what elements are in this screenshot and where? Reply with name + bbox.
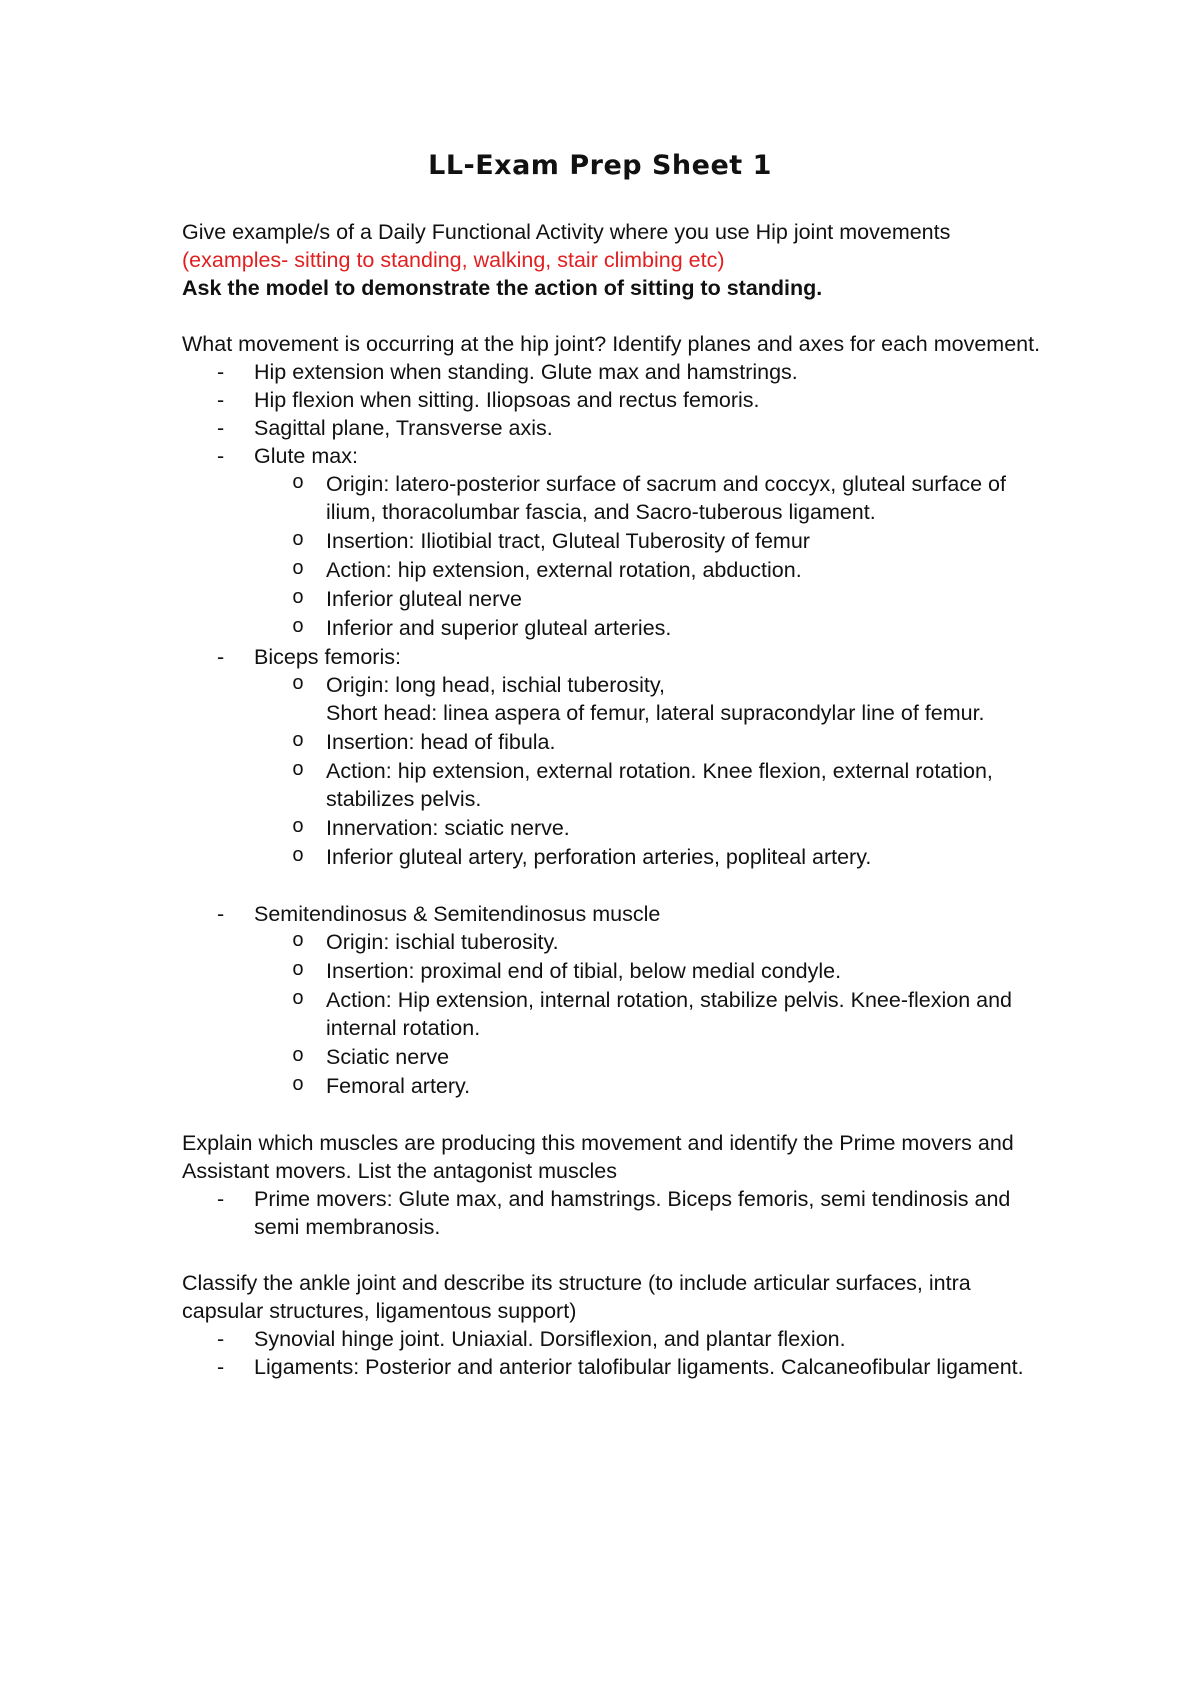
question-3-list: [182, 1185, 1052, 1241]
question-4: Classify the ankle joint and describe its structure (to include articular surfaces, intra capsular structures, ligamentous support): [182, 1271, 971, 1323]
list-item: - Sagittal plane, Transverse axis.: [217, 416, 553, 440]
semitendinosus-list: [254, 928, 1052, 1100]
list-item: - Hip flexion when sitting. Iliopsoas and rectus femoris.: [217, 388, 760, 412]
list-item: - Ligaments: Posterior and anterior talofibular ligaments. Calcaneofibular ligament.: [217, 1355, 1024, 1379]
list-item: o Origin: latero-posterior surface of sacrum and coccyx, gluteal surface of ilium, thoracolumbar fascia, and Sacro-tuberous ligament.: [292, 472, 1006, 524]
list-item: o Innervation: sciatic nerve.: [292, 816, 570, 840]
list-item: o Origin: ischial tuberosity.: [292, 930, 559, 954]
document-body: [182, 218, 1052, 1381]
list-item: o Action: hip extension, external rotation. Knee flexion, external rotation, stabilizes pelvis.: [292, 759, 993, 811]
list-item: o Action: Hip extension, internal rotation, stabilize pelvis. Knee-flexion and internal rotation.: [292, 988, 1012, 1040]
list-item: o Inferior gluteal nerve: [292, 587, 522, 611]
question-1: [182, 218, 1052, 274]
list-item: o Insertion: proximal end of tibial, below medial condyle.: [292, 959, 842, 983]
list-item: o Origin: long head, ischial tuberosity, Short head: linea aspera of femur, lateral supracondylar line of femur.: [292, 673, 985, 725]
list-item: - Hip extension when standing. Glute max and hamstrings.: [217, 360, 798, 384]
list-item: - Semitendinosus & Semitendinosus muscle o Origin: ischial tuberosity. o Insertion: proximal end of tibial, below medial condyle. o Action: Hip extension, internal rotation, stabilize pelvis. Knee-flexion and internal rotation. o Sciatic nerve o Femoral artery.: [254, 900, 1052, 1100]
question-1-instruction: Ask the model to demonstrate the action of sitting to standing.: [182, 276, 823, 300]
question-1-text: Give example/s of a Daily Functional Activity where you use Hip joint movements: [182, 220, 951, 244]
list-item: - Biceps femoris: o Origin: long head, ischial tuberosity, Short head: linea aspera of femur, lateral supracondylar line of femur. o Insertion: head of fibula. o Action: hip extension, external rotation. Knee flexion, external rotation, stabilizes pelvis. o Innervation: sciatic nerve. o Inferior gluteal artery, perforation arteries, popliteal artery.: [254, 643, 1052, 871]
list-item: o Action: hip extension, external rotation, abduction.: [292, 558, 802, 582]
glute-max-list: [254, 470, 1052, 642]
list-item: - Prime movers: Glute max, and hamstrings. Biceps femoris, semi tendinosis and semi membranosis.: [217, 1187, 1011, 1239]
list-item: - Synovial hinge joint. Uniaxial. Dorsiflexion, and plantar flexion.: [217, 1327, 846, 1351]
question-1-examples: (examples- sitting to standing, walking, stair climbing etc): [182, 248, 725, 272]
question-4-list: [182, 1325, 1052, 1381]
list-item: o Insertion: Iliotibial tract, Gluteal Tuberosity of femur: [292, 529, 810, 553]
question-3: Explain which muscles are producing this movement and identify the Prime movers and Assistant movers. List the antagonist muscles: [182, 1131, 1014, 1183]
question-2: What movement is occurring at the hip joint? Identify planes and axes for each movement.: [182, 332, 1041, 356]
list-item: o Insertion: head of fibula.: [292, 730, 556, 754]
list-item: o Femoral artery.: [292, 1074, 471, 1098]
page-title: LL-Exam Prep Sheet 1: [428, 150, 772, 181]
list-item: o Inferior gluteal artery, perforation arteries, popliteal artery.: [292, 845, 872, 869]
biceps-femoris-list: [254, 671, 1052, 871]
list-item: o Sciatic nerve: [292, 1045, 450, 1069]
list-item: o Inferior and superior gluteal arteries.: [292, 616, 672, 640]
question-2-list: [182, 358, 1052, 1100]
list-item: - Glute max: o Origin: latero-posterior surface of sacrum and coccyx, gluteal surface of ilium, thoracolumbar fascia, and Sacro-tuberous ligament. o Insertion: Iliotibial tract, Gluteal Tuberosity of femur o Action: hip extension, external rotation, abduction. o Inferior gluteal nerve o Inferior and superior gluteal arteries.: [254, 442, 1052, 642]
